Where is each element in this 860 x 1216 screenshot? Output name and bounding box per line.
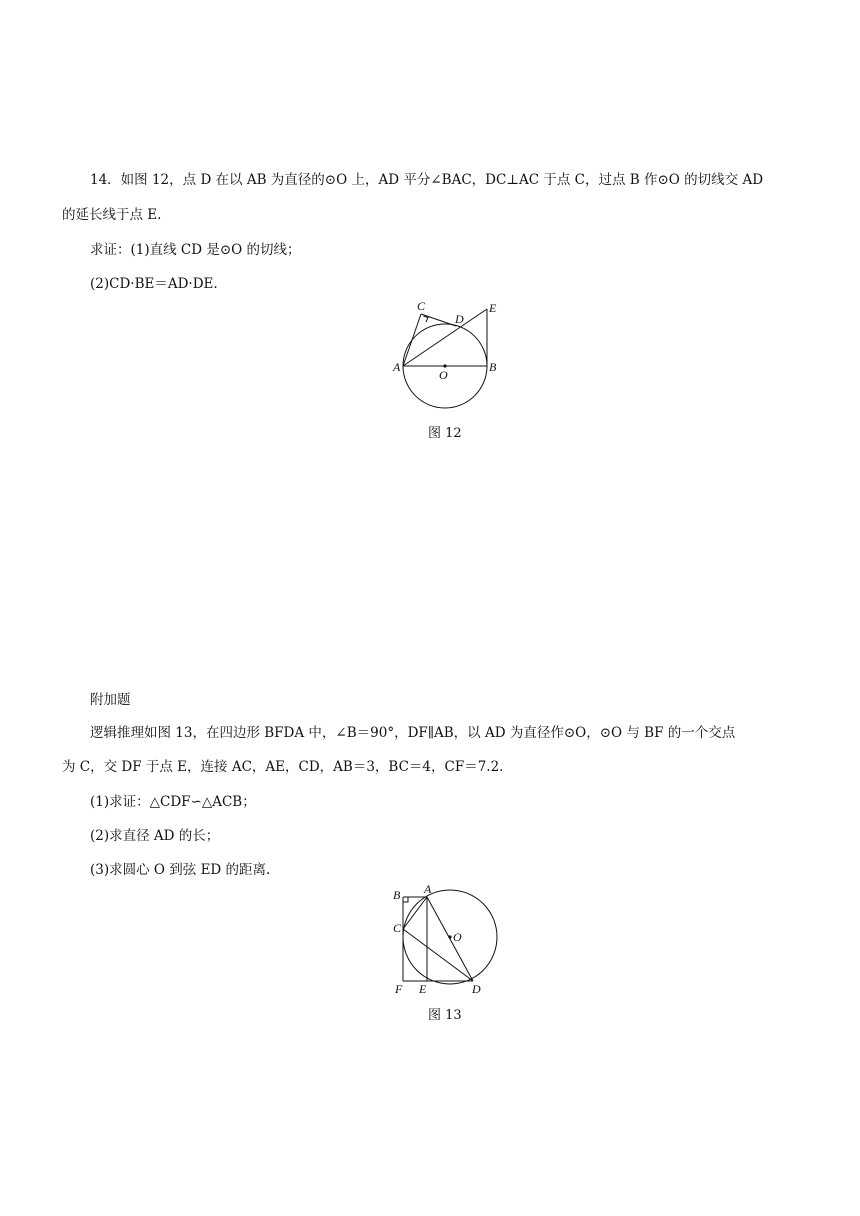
problem14-part1: 求证：(1)直线 CD 是⊙O 的切线； — [90, 242, 301, 258]
problem14-statement-line1: 14．如图 12，点 D 在以 AB 为直径的⊙O 上，AD 平分∠BAC，DC⊥AC 于点 C，过点 B 作⊙O 的切线交 AD — [90, 172, 764, 188]
bonus-statement-line2: 为 C，交 DF 于点 E，连接 AC，AE，CD，AB＝3，BC＝4，CF＝7.2. — [62, 759, 504, 775]
label-b: B — [489, 360, 497, 374]
figure-12 — [385, 295, 510, 413]
right-angle-mark-b — [403, 897, 408, 902]
label-c: C — [393, 921, 402, 935]
bonus-part3: (3)求圆心 O 到弦 ED 的距离. — [90, 862, 271, 878]
label-a: A — [393, 360, 401, 374]
segment-cd — [403, 929, 473, 981]
figure-13 — [385, 882, 515, 998]
problem14-statement-line2: 的延长线于点 E. — [62, 207, 162, 223]
bonus-part2: (2)求直径 AD 的长； — [90, 828, 220, 844]
label-c: C — [417, 299, 426, 313]
label-e: E — [419, 982, 427, 996]
label-o: O — [439, 368, 448, 382]
segment-ac — [403, 314, 421, 366]
figure-13-caption: 图 13 — [428, 1008, 462, 1023]
label-f: F — [395, 982, 403, 996]
problem14-part2: (2)CD·BE＝AD·DE. — [90, 276, 218, 292]
diameter-ad — [427, 897, 473, 981]
center-dot-o — [448, 935, 451, 938]
label-a: A — [424, 882, 432, 896]
label-d: D — [455, 312, 464, 326]
bonus-part1: (1)求证：△CDF∽△ACB； — [90, 794, 256, 810]
bonus-statement-line1: 逻辑推理如图 13，在四边形 BFDA 中，∠B＝90°，DF∥AB，以 AD 为直径作⊙O，⊙O 与 BF 的一个交点 — [90, 725, 736, 741]
label-o: O — [453, 930, 462, 944]
right-angle-mark-c — [423, 316, 428, 322]
bonus-heading: 附加题 — [90, 692, 131, 708]
segment-ae — [403, 309, 487, 366]
label-b: B — [393, 888, 401, 902]
figure-12-caption: 图 12 — [428, 426, 462, 441]
label-d: D — [472, 982, 481, 996]
label-e: E — [489, 301, 497, 315]
